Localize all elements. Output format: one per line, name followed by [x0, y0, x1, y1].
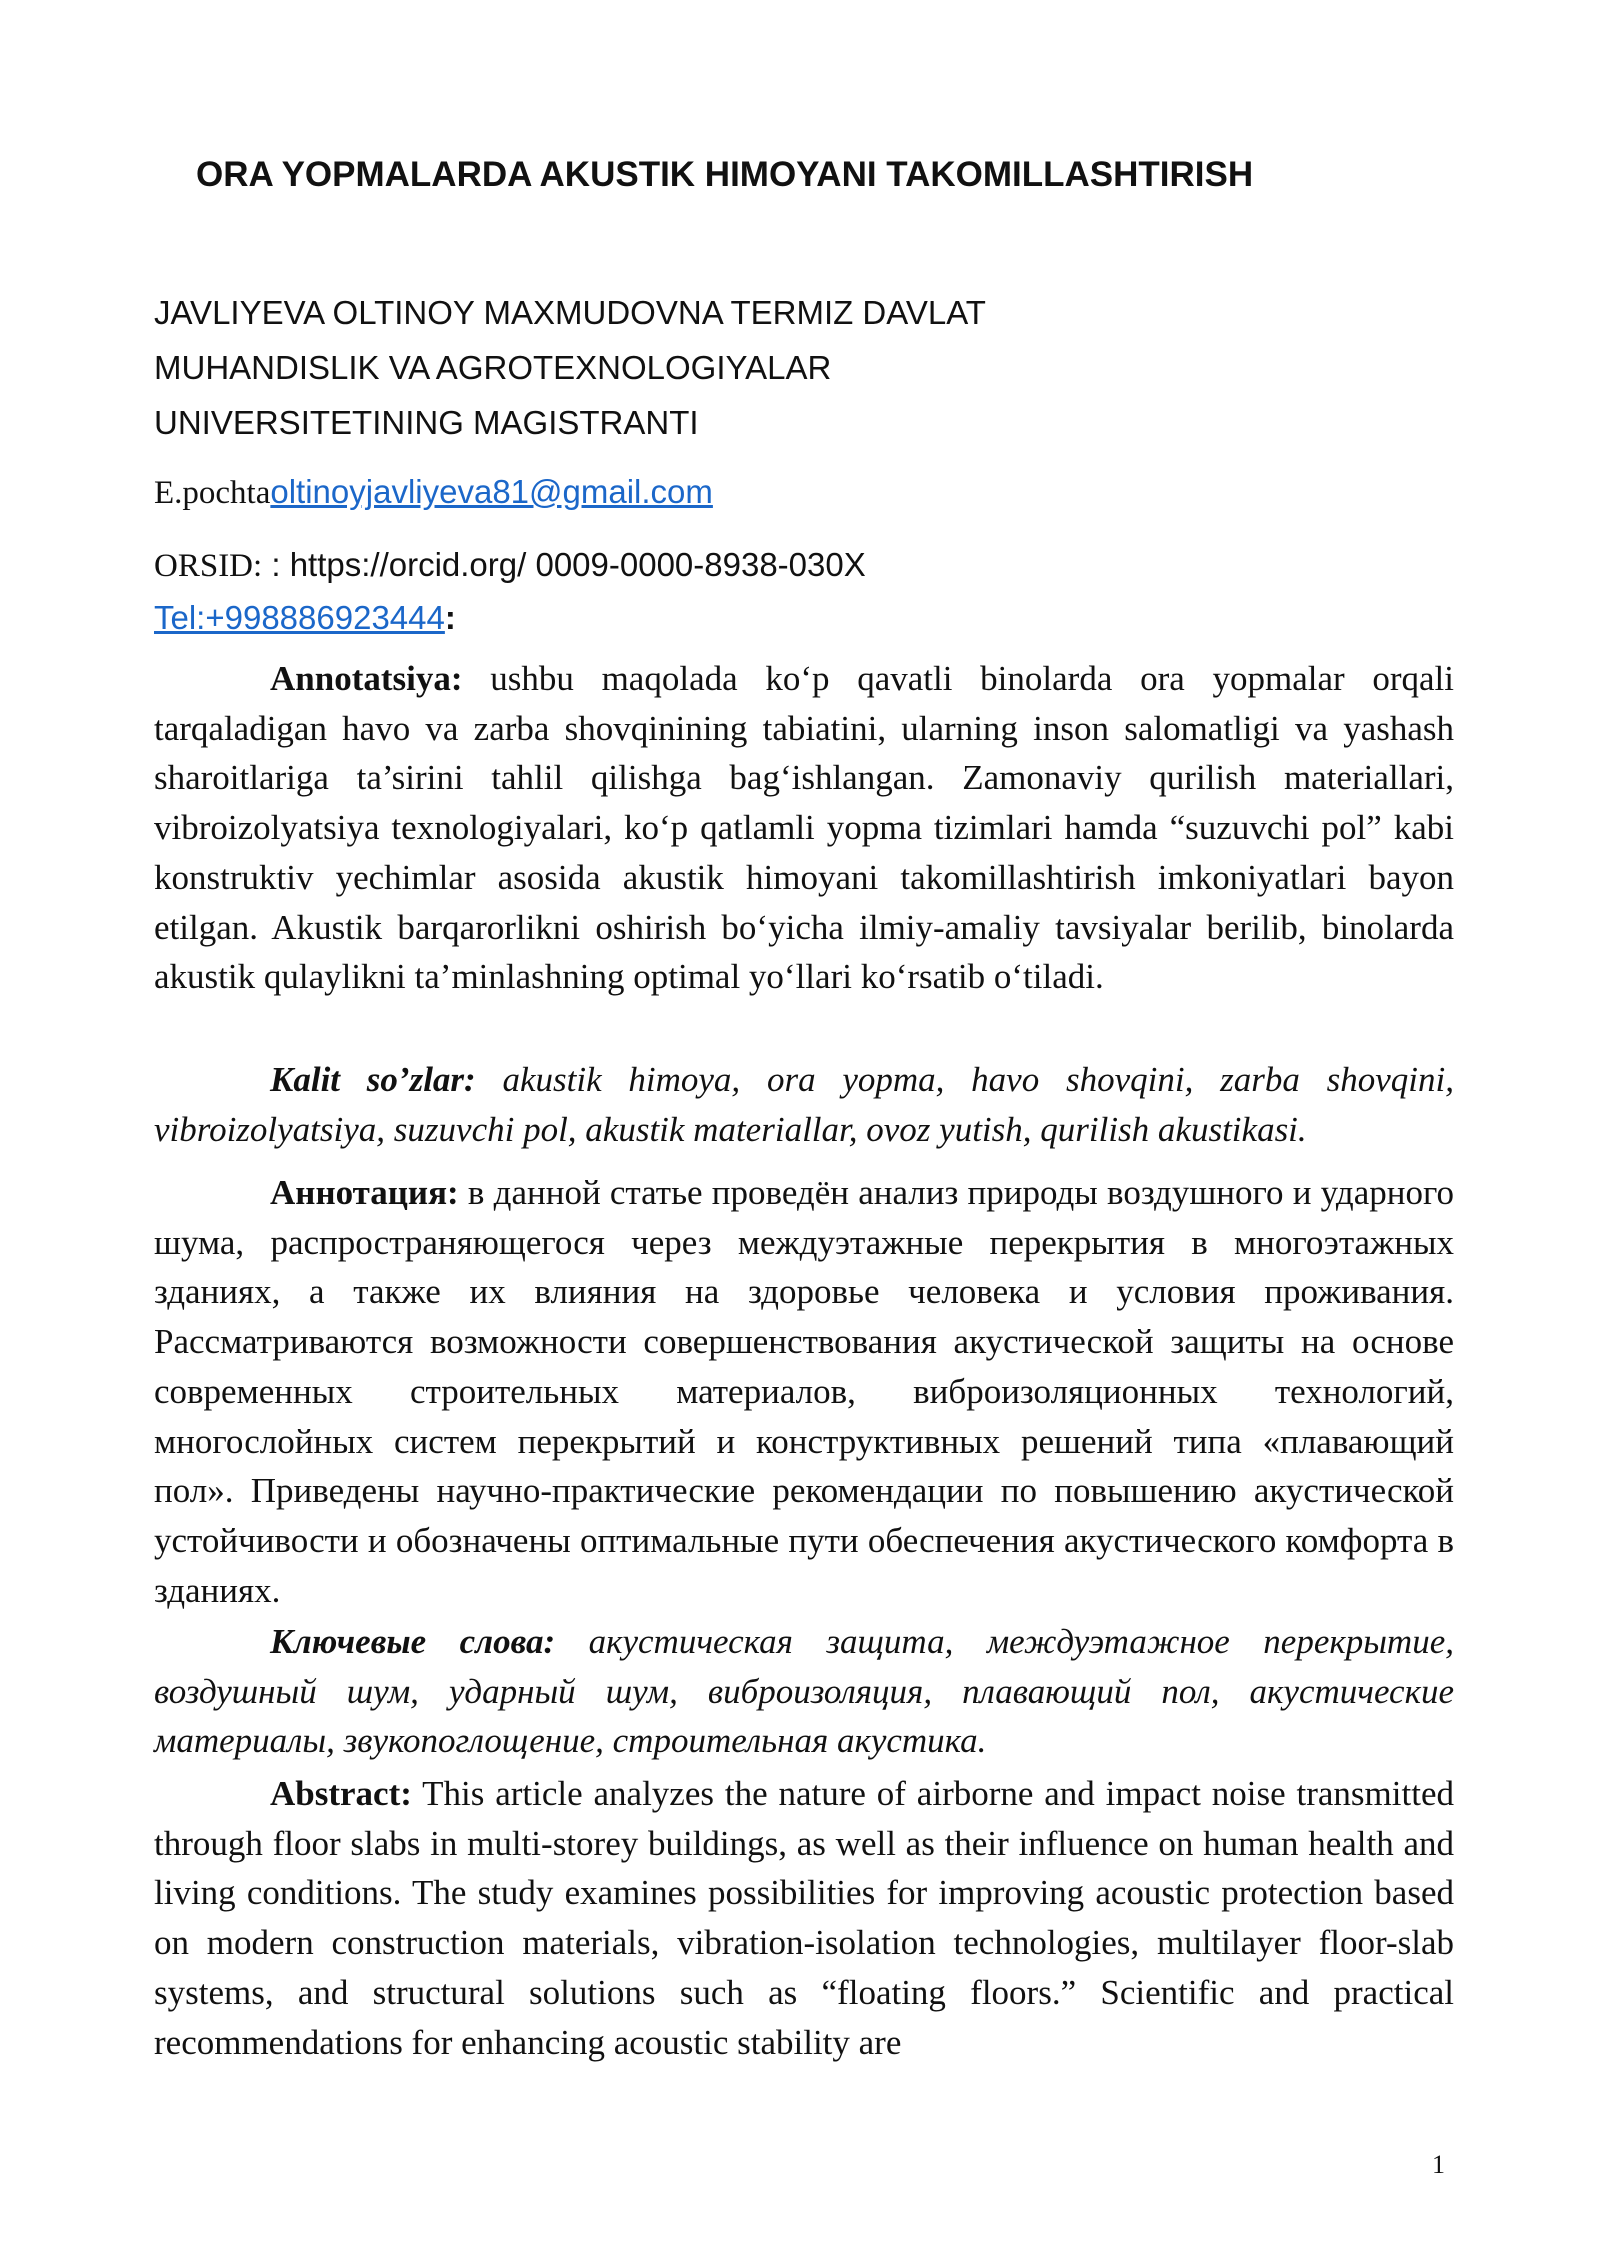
- annotation-uz-label: Annotatsiya:: [270, 659, 463, 698]
- page-number: 1: [1432, 2150, 1445, 2179]
- annotation-ru-text: в данной статье проведён анализ природы воздушного и ударного шума, распространяющегося через междуэтажные перекрытия в многоэтажных зданиях, а также их влияния на здоровье человека и условия проживания. Рассматриваются возможности совершенствования акустической защиты на основе современных строительных материалов, виброизоляционных технологий, многослойных систем перекрытий и конструктивных решений типа «плавающий пол». Приведены научно-практические рекомендации по повышению акустической устойчивости и обозначены оптимальные пути обеспечения акустического комфорта в зданиях.: [154, 1173, 1454, 1610]
- orcid-line: [154, 546, 866, 585]
- keywords-uz: [154, 1055, 1454, 1154]
- abstract-en-label: Abstract:: [270, 1774, 412, 1813]
- annotation-ru-label: Аннотация:: [270, 1173, 459, 1212]
- annotation-ru: [154, 1168, 1454, 1615]
- tel-link[interactable]: Tel:+998886923444: [154, 599, 445, 636]
- tel-line: [154, 599, 456, 637]
- orcid-value: : https://orcid.org/ 0009-0000-8938-030X: [262, 546, 866, 583]
- author-line: JAVLIYEVA OLTINOY MAXMUDOVNA TERMIZ DAVLAT: [154, 294, 986, 331]
- author-affiliation: [154, 285, 986, 450]
- author-line: UNIVERSITETINING MAGISTRANTI: [154, 404, 699, 441]
- abstract-en: [154, 1769, 1454, 2067]
- abstract-en-text: This article analyzes the nature of airborne and impact noise transmitted through floor slabs in multi-storey buildings, as well as their influence on human health and living conditions. The study examines possibilities for improving acoustic protection based on modern construction materials, vibration-isolation technologies, multilayer floor-slab systems, and structural solutions such as “floating floors.” Scientific and practical recommendations for enhancing acoustic stability are: [154, 1774, 1454, 2062]
- email-line: [154, 473, 713, 512]
- keywords-ru: [154, 1617, 1454, 1766]
- keywords-ru-label: Ключевые слова:: [270, 1622, 556, 1661]
- keywords-ru-text: акустическая защита, междуэтажное перекрытие, воздушный шум, ударный шум, виброизоляция, плавающий пол, акустические материалы, звукопоглощение, строительная акустика.: [154, 1622, 1454, 1761]
- keywords-uz-label: Kalit so’zlar:: [270, 1060, 476, 1099]
- email-label: E.pochta: [154, 475, 271, 511]
- annotation-uz-text: ushbu maqolada ko‘p qavatli binolarda ora yopmalar orqali tarqaladigan havo va zarba shovqinining tabiatini, ularning inson salomatligi va yashash sharoitlariga ta’sirini tahlil qilishga bag‘ishlangan. Zamonaviy qurilish materiallari, vibroizolyatsiya texnologiyalari, ko‘p qatlamli yopma tizimlari hamda “suzuvchi pol” kabi konstruktiv yechimlar asosida akustik himoyani takomillashtirish imkoniyatlari bayon etilgan. Akustik barqarorlikni oshirish bo‘yicha ilmiy-amaliy tavsiyalar berilib, binolarda akustik qulaylikni ta’minlashning optimal yo‘llari ko‘rsatib o‘tiladi.: [154, 659, 1454, 997]
- annotation-uz: [154, 654, 1454, 1002]
- page-title: ORA YOPMALARDA AKUSTIK HIMOYANI TAKOMILLASHTIRISH: [196, 155, 1254, 194]
- tel-colon: :: [444, 599, 456, 636]
- email-link[interactable]: oltinoyjavliyeva81@gmail.com: [270, 473, 713, 510]
- keywords-uz-text: akustik himoya, ora yopma, havo shovqini, zarba shovqini, vibroizolyatsiya, suzuvchi pol, akustik materiallar, ovoz yutish, qurilish akustikasi.: [154, 1060, 1454, 1149]
- orcid-label: ORSID:: [154, 548, 263, 584]
- author-line: MUHANDISLIK VA AGROTEXNOLOGIYALAR: [154, 349, 832, 386]
